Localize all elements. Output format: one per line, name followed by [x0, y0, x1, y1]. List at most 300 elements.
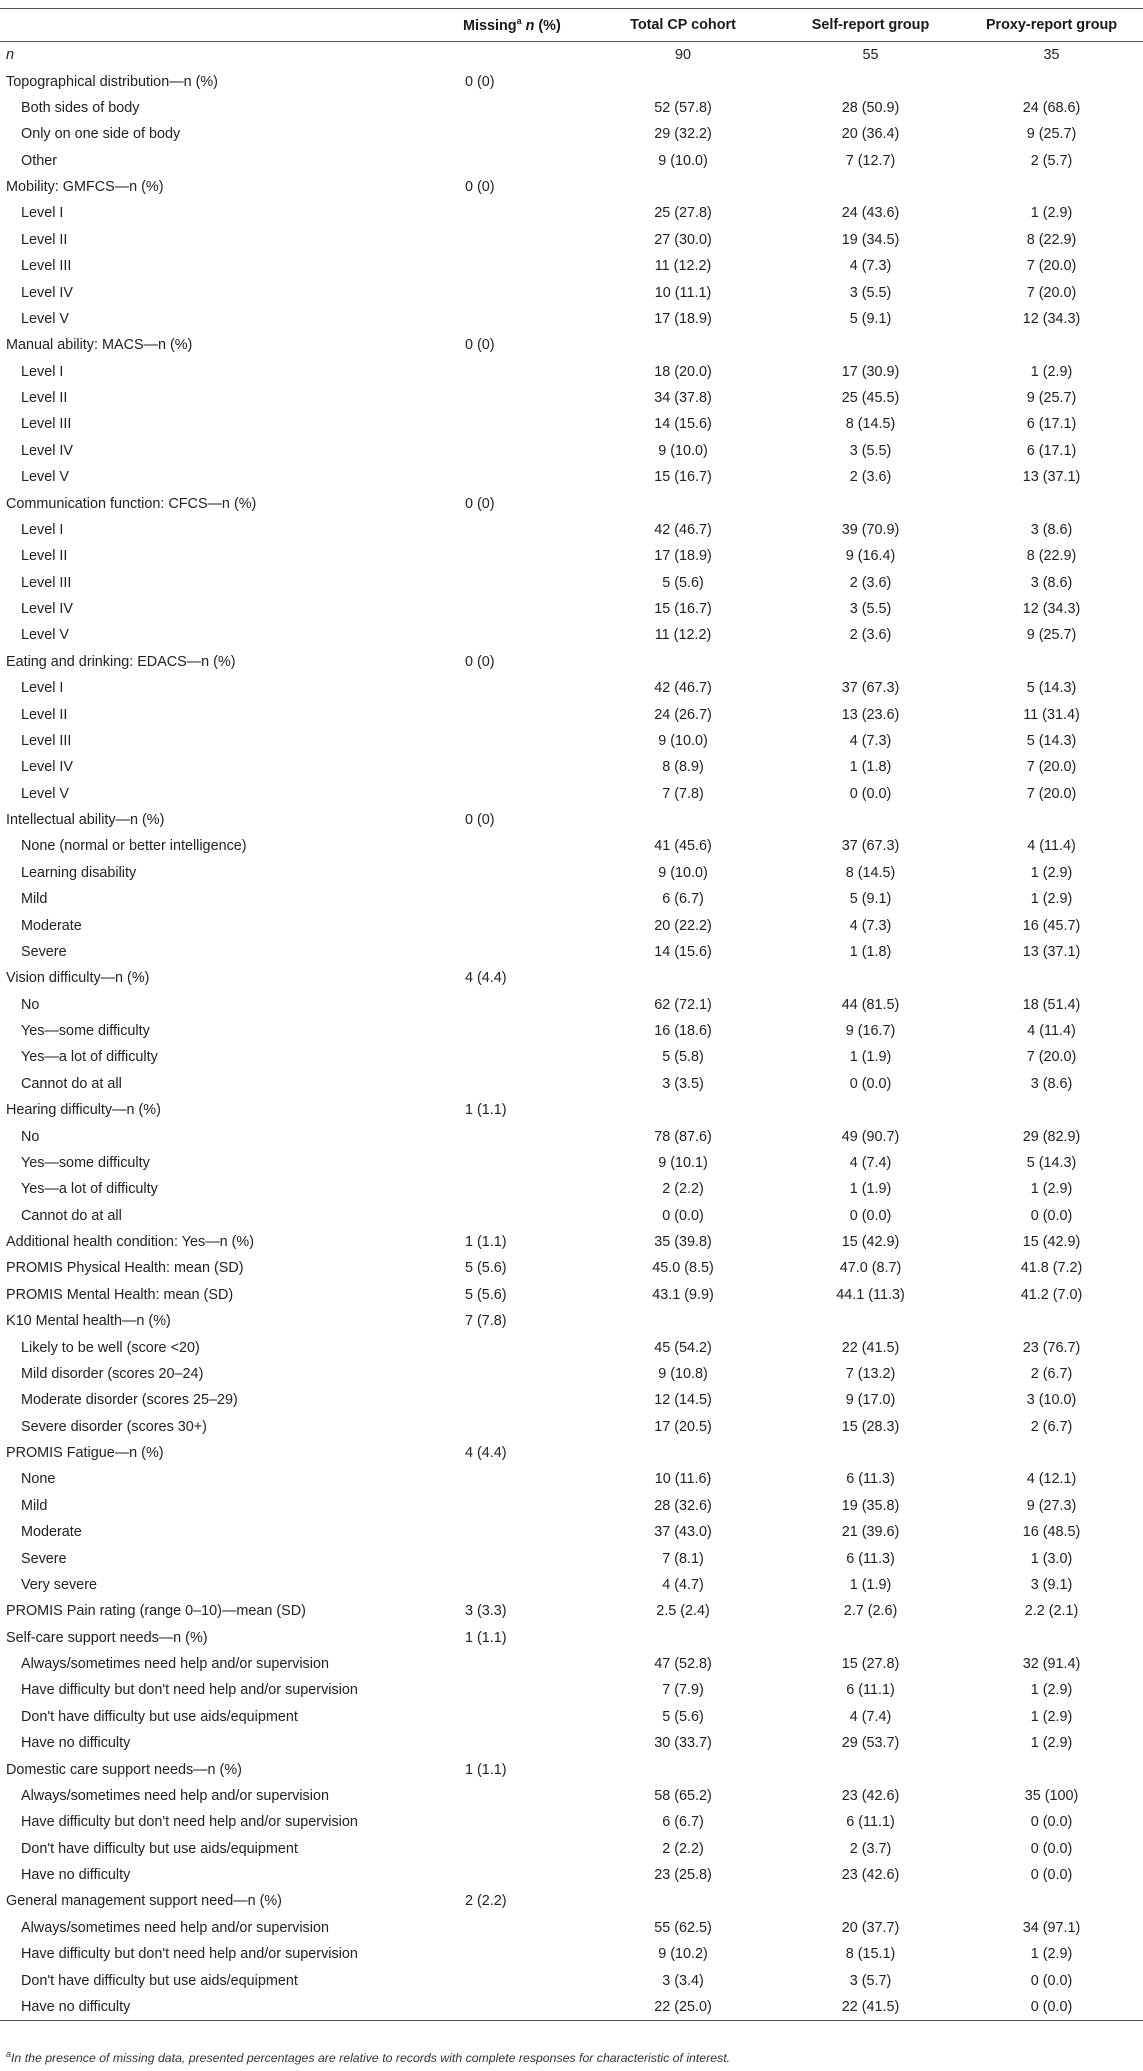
row-label: Have difficulty but don't need help and/or supervision: [21, 1814, 358, 1831]
missing-cell: 0 (0): [465, 495, 495, 512]
total-cell: 30 (33.7): [654, 1735, 712, 1752]
section-row: [0, 1282, 1143, 1308]
missing-cell: 4 (4.4): [465, 970, 507, 987]
missing-cell: [457, 359, 585, 385]
proxy-report-cell: 9 (25.7): [1026, 627, 1077, 644]
self-report-cell: 8 (14.5): [845, 864, 896, 881]
missing-cell: [457, 1967, 585, 1993]
table-row: [0, 1361, 1143, 1387]
row-label: Level I: [21, 205, 64, 222]
missing-cell: [457, 95, 585, 121]
table-row: [0, 227, 1143, 253]
missing-cell: [457, 543, 585, 569]
total-cell: 8 (8.9): [662, 759, 704, 776]
total-cell: 3 (3.4): [662, 1972, 704, 1989]
table-row: [0, 121, 1143, 147]
total-cell: 9 (10.0): [658, 732, 708, 749]
self-report-cell: [781, 68, 960, 94]
self-report-cell: 2 (3.7): [849, 1840, 892, 1857]
row-label: Level III: [21, 574, 72, 591]
total-cell: [585, 1888, 781, 1914]
self-report-cell: 39 (70.9): [841, 521, 900, 538]
footnote-mark: a: [6, 2049, 12, 2059]
self-report-cell: 9 (16.7): [845, 1023, 896, 1040]
missing-cell: 5 (5.6): [465, 1260, 507, 1277]
total-cell: 12 (14.5): [654, 1392, 712, 1409]
row-label: Level III: [21, 732, 72, 749]
total-cell: 7 (7.9): [662, 1682, 704, 1699]
table-row: [0, 1044, 1143, 1070]
total-cell: 35 (39.8): [654, 1234, 712, 1251]
proxy-report-cell: 6 (17.1): [1026, 416, 1077, 433]
self-report-cell: 8 (15.1): [845, 1946, 896, 1963]
self-report-cell: 6 (11.1): [846, 1814, 895, 1831]
missing-cell: [457, 886, 585, 912]
total-cell: 5 (5.6): [662, 1708, 704, 1725]
self-report-cell: 3 (5.5): [849, 601, 892, 618]
row-label: Level III: [21, 258, 72, 275]
row-label: Level II: [21, 706, 68, 723]
self-report-cell: 2.7 (2.6): [843, 1603, 898, 1620]
self-report-cell: 8 (14.5): [845, 416, 896, 433]
proxy-report-cell: [960, 807, 1143, 833]
proxy-report-cell: 6 (17.1): [1026, 442, 1077, 459]
self-report-cell: 25 (45.5): [841, 390, 900, 407]
proxy-report-cell: 35 (100): [1024, 1787, 1079, 1804]
table-row: [0, 728, 1143, 754]
missing-cell: [457, 1572, 585, 1598]
total-cell: 7 (7.8): [662, 785, 704, 802]
missing-cell: [457, 1387, 585, 1413]
missing-cell: [457, 860, 585, 886]
proxy-report-cell: 0 (0.0): [1030, 1972, 1073, 1989]
proxy-report-cell: [960, 490, 1143, 516]
self-report-cell: 3 (5.5): [849, 442, 892, 459]
total-cell: 14 (15.6): [654, 943, 712, 960]
total-cell: 10 (11.1): [654, 284, 712, 301]
missing-cell: [457, 754, 585, 780]
missing-cell: [457, 1704, 585, 1730]
row-label: Other: [21, 152, 57, 169]
section-row: [0, 1440, 1143, 1466]
header-missing-pct: (%): [534, 17, 561, 34]
self-report-cell: 5 (9.1): [849, 891, 892, 908]
self-report-cell: 9 (17.0): [845, 1392, 896, 1409]
missing-cell: 1 (1.1): [465, 1234, 507, 1251]
self-report-cell: 4 (7.3): [849, 732, 892, 749]
section-row: [0, 1308, 1143, 1334]
table-row: [0, 1677, 1143, 1703]
missing-cell: [457, 1730, 585, 1756]
row-label: Mild: [21, 891, 48, 908]
proxy-report-cell: 15 (42.9): [1022, 1234, 1081, 1251]
row-label: Level III: [21, 416, 72, 433]
table-row: [0, 253, 1143, 279]
missing-cell: 0 (0): [465, 179, 495, 196]
self-report-cell: 0 (0.0): [849, 1207, 892, 1224]
self-report-cell: 29 (53.7): [841, 1735, 900, 1752]
self-report-cell: 0 (0.0): [849, 785, 892, 802]
row-label: Both sides of body: [21, 99, 140, 116]
header-row: [0, 9, 1143, 42]
total-cell: 29 (32.2): [654, 126, 712, 143]
row-label: Severe: [21, 943, 67, 960]
table-row: [0, 411, 1143, 437]
missing-cell: [457, 1203, 585, 1229]
proxy-report-cell: 13 (37.1): [1022, 943, 1081, 960]
self-report-cell: 2 (3.6): [849, 627, 892, 644]
self-report-cell: 23 (42.6): [841, 1867, 900, 1884]
total-cell: 24 (26.7): [654, 706, 712, 723]
missing-cell: [457, 1994, 585, 2021]
total-cell: 17 (18.9): [654, 310, 712, 327]
total-cell: 15 (16.7): [654, 469, 712, 486]
missing-cell: [457, 1466, 585, 1492]
proxy-report-cell: [960, 1308, 1143, 1334]
self-report-cell: 17 (30.9): [841, 363, 900, 380]
row-label: Level V: [21, 785, 69, 802]
total-cell: [585, 1440, 781, 1466]
total-cell: 42 (46.7): [654, 521, 712, 538]
self-report-cell: 6 (11.3): [846, 1471, 895, 1488]
self-report-cell: 1 (1.8): [849, 759, 892, 776]
table-row: [0, 543, 1143, 569]
proxy-report-cell: [960, 1625, 1143, 1651]
total-cell: [585, 1097, 781, 1123]
missing-cell: [457, 1044, 585, 1070]
table-row: [0, 1994, 1143, 2021]
self-report-cell: 1 (1.9): [849, 1049, 892, 1066]
row-label: Cannot do at all: [21, 1207, 122, 1224]
total-cell: 20 (22.2): [654, 917, 712, 934]
missing-cell: [457, 227, 585, 253]
missing-cell: [457, 1836, 585, 1862]
missing-cell: [457, 1071, 585, 1097]
missing-cell: [457, 1677, 585, 1703]
row-label: Level I: [21, 521, 64, 538]
row-label: Have no difficulty: [0, 1994, 457, 2021]
table-row: [0, 939, 1143, 965]
proxy-report-cell: [960, 1097, 1143, 1123]
self-report-cell: 0 (0.0): [849, 1075, 892, 1092]
table-row: [0, 622, 1143, 648]
total-cell: 9 (10.8): [658, 1365, 708, 1382]
proxy-report-cell: 8 (22.9): [1026, 231, 1077, 248]
total-cell: 18 (20.0): [654, 363, 712, 380]
self-report-cell: [781, 174, 960, 200]
proxy-report-cell: [960, 68, 1143, 94]
proxy-report-cell: [960, 1888, 1143, 1914]
proxy-report-cell: 1 (2.9): [1030, 891, 1073, 908]
total-cell: 34 (37.8): [654, 390, 712, 407]
table-row: [0, 1018, 1143, 1044]
row-label: Severe: [21, 1550, 67, 1567]
missing-cell: [457, 1651, 585, 1677]
missing-cell: [457, 1783, 585, 1809]
row-label: None: [21, 1471, 56, 1488]
table-row: [0, 1387, 1143, 1413]
table-row: [0, 1493, 1143, 1519]
self-report-cell: 9 (16.4): [845, 548, 896, 565]
missing-cell: [457, 200, 585, 226]
proxy-report-cell: 2 (5.7): [1030, 152, 1073, 169]
missing-cell: [457, 253, 585, 279]
missing-cell: [457, 596, 585, 622]
missing-cell: 1 (1.1): [465, 1761, 507, 1778]
missing-cell: 0 (0): [465, 337, 495, 354]
proxy-report-cell: 29 (82.9): [1022, 1128, 1081, 1145]
missing-cell: 5 (5.6): [465, 1286, 507, 1303]
table-row: [0, 701, 1143, 727]
row-label: Topographical distribution—n (%): [6, 73, 218, 90]
self-report-cell: 4 (7.3): [849, 258, 892, 275]
missing-cell: [457, 1493, 585, 1519]
table-row: [0, 596, 1143, 622]
row-label: Don't have difficulty but use aids/equipment: [21, 1708, 298, 1725]
table-header: [0, 9, 1143, 42]
total-cell: 6 (6.7): [662, 891, 704, 908]
missing-cell: [457, 1176, 585, 1202]
proxy-report-cell: 7 (20.0): [1026, 258, 1077, 275]
self-report-cell: 1 (1.9): [849, 1181, 892, 1198]
table-row: [0, 1176, 1143, 1202]
total-cell: 16 (18.6): [654, 1023, 712, 1040]
total-cell: [585, 1308, 781, 1334]
self-report-cell: [781, 490, 960, 516]
missing-cell: [457, 279, 585, 305]
row-label: Have no difficulty: [21, 1735, 131, 1752]
row-label: PROMIS Fatigue—n (%): [6, 1445, 164, 1462]
self-report-cell: 3 (5.7): [849, 1972, 892, 1989]
table-row: [0, 754, 1143, 780]
missing-cell: [457, 517, 585, 543]
table-row: [0, 1915, 1143, 1941]
row-label: Manual ability: MACS—n (%): [6, 337, 193, 354]
table-row: [0, 1941, 1143, 1967]
total-cell: 52 (57.8): [654, 99, 712, 116]
missing-cell: [457, 148, 585, 174]
self-report-cell: 4 (7.3): [849, 917, 892, 934]
proxy-report-cell: 1 (2.9): [1030, 1181, 1073, 1198]
self-report-cell: 22 (41.5): [841, 1339, 900, 1356]
total-cell: 17 (20.5): [654, 1418, 712, 1435]
total-cell: 17 (18.9): [654, 548, 712, 565]
table-row: [0, 438, 1143, 464]
self-report-cell: 1 (1.8): [849, 943, 892, 960]
proxy-report-cell: 13 (37.1): [1022, 469, 1081, 486]
total-cell: 11 (12.2): [654, 258, 712, 275]
table-row: [0, 464, 1143, 490]
proxy-report-cell: 12 (34.3): [1022, 601, 1081, 618]
row-label: n: [6, 47, 15, 64]
table-row: [0, 781, 1143, 807]
total-cell: 55 (62.5): [654, 1919, 712, 1936]
total-cell: 9 (10.2): [658, 1946, 708, 1963]
row-label: Very severe: [21, 1576, 97, 1593]
total-cell: 58 (65.2): [654, 1787, 712, 1804]
self-report-cell: 23 (42.6): [841, 1787, 900, 1804]
proxy-report-cell: 3 (8.6): [1030, 521, 1073, 538]
total-cell: 5 (5.8): [662, 1049, 704, 1066]
header-label: [0, 9, 457, 42]
row-label: No: [21, 1128, 40, 1145]
self-report-cell: 22 (41.5): [781, 1994, 960, 2021]
section-row: [0, 1888, 1143, 1914]
row-label: Level V: [21, 310, 69, 327]
table-row: [0, 517, 1143, 543]
row-label: Moderate disorder (scores 25–29): [21, 1392, 238, 1409]
row-label: Have no difficulty: [21, 1867, 131, 1884]
self-report-cell: [781, 1097, 960, 1123]
missing-cell: [457, 1941, 585, 1967]
missing-cell: 0 (0): [465, 653, 495, 670]
row-label: Have difficulty but don't need help and/or supervision: [21, 1682, 358, 1699]
missing-cell: [457, 675, 585, 701]
proxy-report-cell: 2.2 (2.1): [1024, 1603, 1079, 1620]
row-label: Hearing difficulty—n (%): [6, 1102, 161, 1119]
section-row: [0, 1756, 1143, 1782]
row-label: Cannot do at all: [21, 1075, 122, 1092]
row-label: Level II: [21, 390, 68, 407]
self-report-cell: 49 (90.7): [841, 1128, 900, 1145]
table-row: [0, 833, 1143, 859]
self-report-cell: [781, 332, 960, 358]
total-cell: 22 (25.0): [585, 1994, 781, 2021]
row-label: K10 Mental health—n (%): [6, 1313, 171, 1330]
proxy-report-cell: 3 (9.1): [1030, 1576, 1073, 1593]
proxy-report-cell: 32 (91.4): [1022, 1656, 1081, 1673]
row-label: Mobility: GMFCS—n (%): [6, 179, 164, 196]
missing-cell: 2 (2.2): [465, 1893, 507, 1910]
total-cell: 4 (4.7): [662, 1576, 704, 1593]
table-row: [0, 1545, 1143, 1571]
proxy-report-cell: 7 (20.0): [1026, 284, 1077, 301]
table-row: [0, 1414, 1143, 1440]
section-row: [0, 174, 1143, 200]
section-row: [0, 649, 1143, 675]
proxy-report-cell: 0 (0.0): [1030, 1814, 1073, 1831]
table-row: [0, 1809, 1143, 1835]
total-cell: 45 (54.2): [654, 1339, 712, 1356]
table-row: [0, 148, 1143, 174]
self-report-cell: 2 (3.6): [849, 574, 892, 591]
missing-cell: [457, 992, 585, 1018]
self-report-cell: 3 (5.5): [849, 284, 892, 301]
missing-cell: [457, 728, 585, 754]
proxy-report-cell: 16 (48.5): [1022, 1524, 1081, 1541]
proxy-report-cell: [960, 965, 1143, 991]
total-cell: [585, 1625, 781, 1651]
missing-cell: [457, 1414, 585, 1440]
self-report-cell: 55: [862, 47, 879, 64]
total-cell: [585, 649, 781, 675]
total-cell: 27 (30.0): [654, 231, 712, 248]
proxy-report-cell: 0 (0.0): [1030, 1840, 1073, 1857]
total-cell: 45.0 (8.5): [652, 1260, 714, 1277]
table-row: [0, 1466, 1143, 1492]
self-report-cell: 19 (34.5): [841, 231, 900, 248]
total-cell: 9 (10.0): [658, 152, 708, 169]
table-row: [0, 1783, 1143, 1809]
missing-cell: 1 (1.1): [465, 1102, 507, 1119]
row-label: Level I: [21, 363, 64, 380]
table-row: [0, 1150, 1143, 1176]
section-row: [0, 332, 1143, 358]
table-row: [0, 1203, 1143, 1229]
proxy-report-cell: 1 (3.0): [1030, 1550, 1073, 1567]
proxy-report-cell: 4 (11.4): [1027, 1023, 1076, 1040]
total-cell: 15 (16.7): [654, 601, 712, 618]
row-label: Level II: [21, 231, 68, 248]
total-cell: [585, 332, 781, 358]
self-report-cell: [781, 1888, 960, 1914]
total-cell: 9 (10.1): [658, 1154, 708, 1171]
missing-cell: [457, 385, 585, 411]
table-row: [0, 1836, 1143, 1862]
row-label: PROMIS Pain rating (range 0–10)—mean (SD): [6, 1603, 306, 1620]
missing-cell: [457, 1018, 585, 1044]
total-cell: 28 (32.6): [654, 1497, 712, 1514]
total-cell: 25 (27.8): [654, 205, 712, 222]
table-row: [0, 279, 1143, 305]
missing-cell: 0 (0): [465, 73, 495, 90]
proxy-report-cell: 1 (2.9): [1030, 864, 1073, 881]
section-row: [0, 68, 1143, 94]
missing-cell: 4 (4.4): [465, 1445, 507, 1462]
table-row: [0, 1651, 1143, 1677]
total-cell: [585, 490, 781, 516]
missing-cell: [457, 912, 585, 938]
row-label: Mild: [21, 1497, 48, 1514]
self-report-cell: 6 (11.3): [846, 1550, 895, 1567]
proxy-report-cell: 4 (12.1): [1026, 1471, 1077, 1488]
proxy-report-cell: 8 (22.9): [1026, 548, 1077, 565]
row-label: No: [21, 996, 40, 1013]
missing-cell: 3 (3.3): [465, 1603, 507, 1620]
total-cell: 2.5 (2.4): [656, 1603, 710, 1620]
self-report-cell: 13 (23.6): [841, 706, 900, 723]
table-footnote: [6, 2049, 730, 2065]
total-cell: [585, 68, 781, 94]
total-cell: [585, 174, 781, 200]
row-label: Additional health condition: Yes—n (%): [6, 1234, 254, 1251]
total-cell: 41 (45.6): [654, 838, 712, 855]
self-report-cell: 44.1 (11.3): [836, 1286, 905, 1303]
section-row: [0, 1255, 1143, 1281]
proxy-report-cell: 7 (20.0): [1026, 1049, 1077, 1066]
table-row: [0, 306, 1143, 332]
proxy-report-cell: 34 (97.1): [1022, 1919, 1081, 1936]
missing-cell: [457, 411, 585, 437]
row-label: Level V: [21, 469, 69, 486]
proxy-report-cell: 11 (31.4): [1023, 706, 1080, 723]
header-self: Self-report group: [781, 9, 960, 42]
total-cell: [585, 1756, 781, 1782]
proxy-report-cell: 9 (25.7): [1026, 390, 1077, 407]
row-label: Self-care support needs—n (%): [6, 1629, 208, 1646]
self-report-cell: 28 (50.9): [841, 99, 900, 116]
row-label: PROMIS Mental Health: mean (SD): [6, 1286, 234, 1303]
self-report-cell: 15 (28.3): [841, 1418, 900, 1435]
proxy-report-cell: 9 (25.7): [1026, 126, 1077, 143]
table-row: [0, 1334, 1143, 1360]
header-missing-footnote-mark: a: [516, 16, 522, 27]
proxy-report-cell: 3 (8.6): [1030, 1075, 1073, 1092]
proxy-report-cell: [960, 649, 1143, 675]
table-row: [0, 912, 1143, 938]
total-cell: 2 (2.2): [662, 1840, 704, 1857]
proxy-report-cell: 1 (2.9): [1030, 205, 1073, 222]
